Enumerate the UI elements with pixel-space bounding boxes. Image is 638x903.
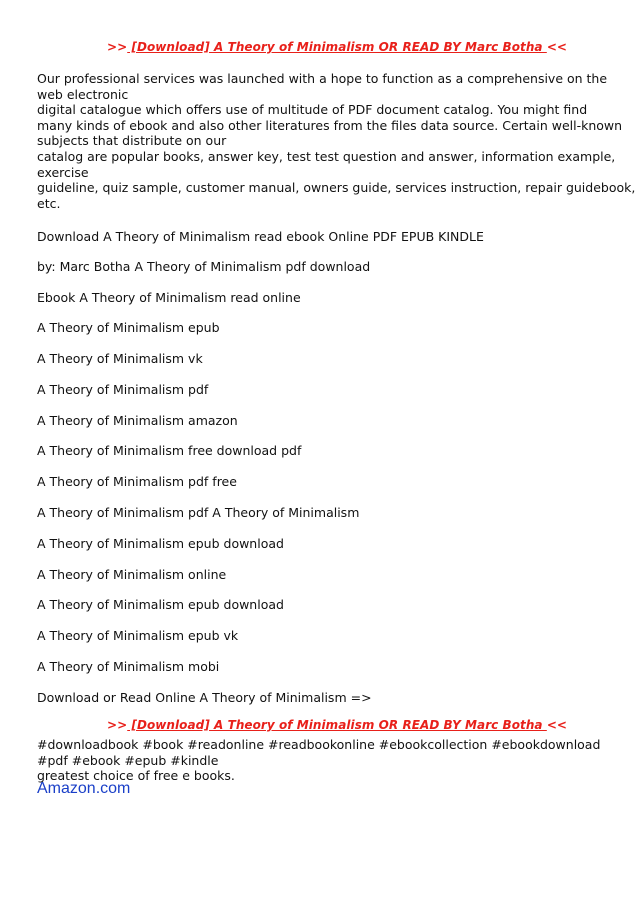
keyword-line: Ebook A Theory of Minimalism read online — [37, 290, 301, 305]
keyword-line: Download or Read Online A Theory of Minimalism => — [37, 690, 372, 705]
hashtag-line: #pdf #ebook #epub #kindle — [37, 752, 219, 768]
link-anchor-text[interactable]: [Download] A Theory of Minimalism OR READ BY Marc Botha — [127, 40, 547, 54]
link-suffix: << — [546, 718, 568, 732]
keyword-line: A Theory of Minimalism epub — [37, 320, 220, 335]
hashtag-paragraph — [37, 737, 602, 784]
link-anchor-text[interactable]: [Download] A Theory of Minimalism OR READ BY Marc Botha — [127, 718, 547, 732]
intro-line: guideline, quiz sample, customer manual, owners guide, services instruction, repair guidebook, — [37, 180, 636, 196]
keyword-line: A Theory of Minimalism pdf A Theory of Minimalism — [37, 505, 360, 520]
intro-paragraph — [37, 71, 636, 211]
intro-line: web electronic — [37, 86, 129, 102]
hashtag-line: greatest choice of free e books. — [37, 768, 235, 784]
link-prefix: >> — [107, 718, 128, 732]
keyword-line: A Theory of Minimalism pdf — [37, 382, 209, 397]
keyword-line: A Theory of Minimalism epub download — [37, 536, 284, 551]
keyword-line: A Theory of Minimalism vk — [37, 351, 203, 366]
intro-line: catalog are popular books, answer key, test test question and answer, information example, — [37, 148, 616, 164]
footer-download-link[interactable] — [107, 718, 567, 732]
keyword-line: by: Marc Botha A Theory of Minimalism pdf download — [37, 259, 371, 274]
intro-line: subjects that distribute on our — [37, 133, 227, 149]
keyword-line: A Theory of Minimalism amazon — [37, 413, 238, 428]
link-prefix: >> — [107, 40, 128, 54]
intro-line: many kinds of ebook and also other literatures from the files data source. Certain well-known — [37, 117, 623, 133]
hashtag-line: #downloadbook #book #readonline #readbookonline #ebookcollection #ebookdownload — [37, 737, 601, 752]
keyword-line: A Theory of Minimalism epub download — [37, 597, 284, 612]
keyword-line: A Theory of Minimalism online — [37, 567, 227, 582]
link-suffix: << — [546, 40, 568, 54]
intro-line: exercise — [37, 164, 89, 180]
keyword-line: A Theory of Minimalism pdf free — [37, 474, 237, 489]
keyword-line: A Theory of Minimalism epub vk — [37, 628, 239, 643]
keyword-line: Download A Theory of Minimalism read ebook Online PDF EPUB KINDLE — [37, 229, 484, 244]
amazon-link[interactable]: Amazon.com — [37, 780, 131, 797]
keyword-line: A Theory of Minimalism free download pdf — [37, 443, 302, 458]
header-download-link[interactable] — [107, 40, 567, 54]
keyword-line: A Theory of Minimalism mobi — [37, 659, 220, 674]
intro-line: Our professional services was launched with a hope to function as a comprehensive on the — [37, 71, 608, 86]
intro-line: digital catalogue which offers use of multitude of PDF document catalog. You might find — [37, 102, 588, 118]
intro-line: etc. — [37, 195, 61, 211]
